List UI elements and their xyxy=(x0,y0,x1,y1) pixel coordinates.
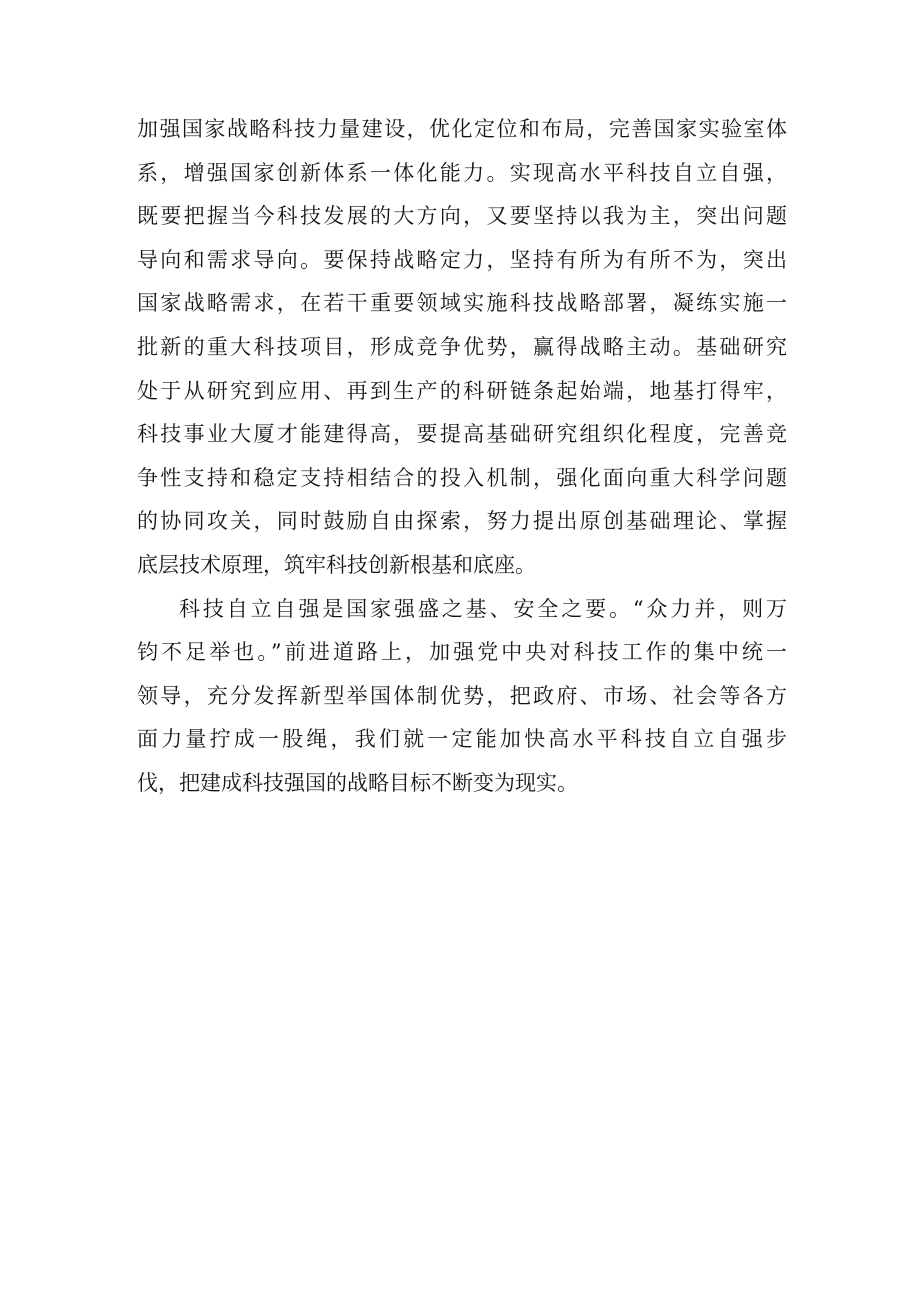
text-line: 钧不足举也。”前进道路上，加强党中央对科技工作的集中统一 xyxy=(137,640,787,665)
document-body xyxy=(137,108,787,806)
text-line: 底层技术原理，筑牢科技创新根基和底座。 xyxy=(137,552,536,577)
text-line: 科技事业大厦才能建得高，要提高基础研究组织化程度，完善竞 xyxy=(137,422,787,447)
paragraph-1 xyxy=(137,108,787,588)
text-line: 加强国家战略科技力量建设，优化定位和布局，完善国家实验室体 xyxy=(137,117,787,141)
text-line: 的协同攻关，同时鼓励自由探索，努力提出原创基础理论、掌握 xyxy=(137,509,787,534)
text-line: 系，增强国家创新体系一体化能力。实现高水平科技自立自强， xyxy=(137,160,787,185)
text-line: 伐，把建成科技强国的战略目标不断变为现实。 xyxy=(137,770,578,795)
text-line: 科技自立自强是国家强盛之基、安全之要。“众力并，则万 xyxy=(179,596,787,621)
paragraph-2 xyxy=(137,588,787,806)
text-line: 领导，充分发挥新型举国体制优势，把政府、市场、社会等各方 xyxy=(137,683,787,708)
text-line: 面力量拧成一股绳，我们就一定能加快高水平科技自立自强步 xyxy=(137,727,787,752)
text-line: 导向和需求导向。要保持战略定力，坚持有所为有所不为，突出 xyxy=(137,247,787,272)
text-line: 争性支持和稳定支持相结合的投入机制，强化面向重大科学问题 xyxy=(137,465,787,490)
text-line: 处于从研究到应用、再到生产的科研链条起始端，地基打得牢， xyxy=(137,378,787,403)
text-line: 批新的重大科技项目，形成竞争优势，赢得战略主动。基础研究 xyxy=(137,334,787,359)
text-line: 国家战略需求，在若干重要领域实施科技战略部署，凝练实施一 xyxy=(137,291,787,316)
text-line: 既要把握当今科技发展的大方向，又要坚持以我为主，突出问题 xyxy=(137,204,787,229)
